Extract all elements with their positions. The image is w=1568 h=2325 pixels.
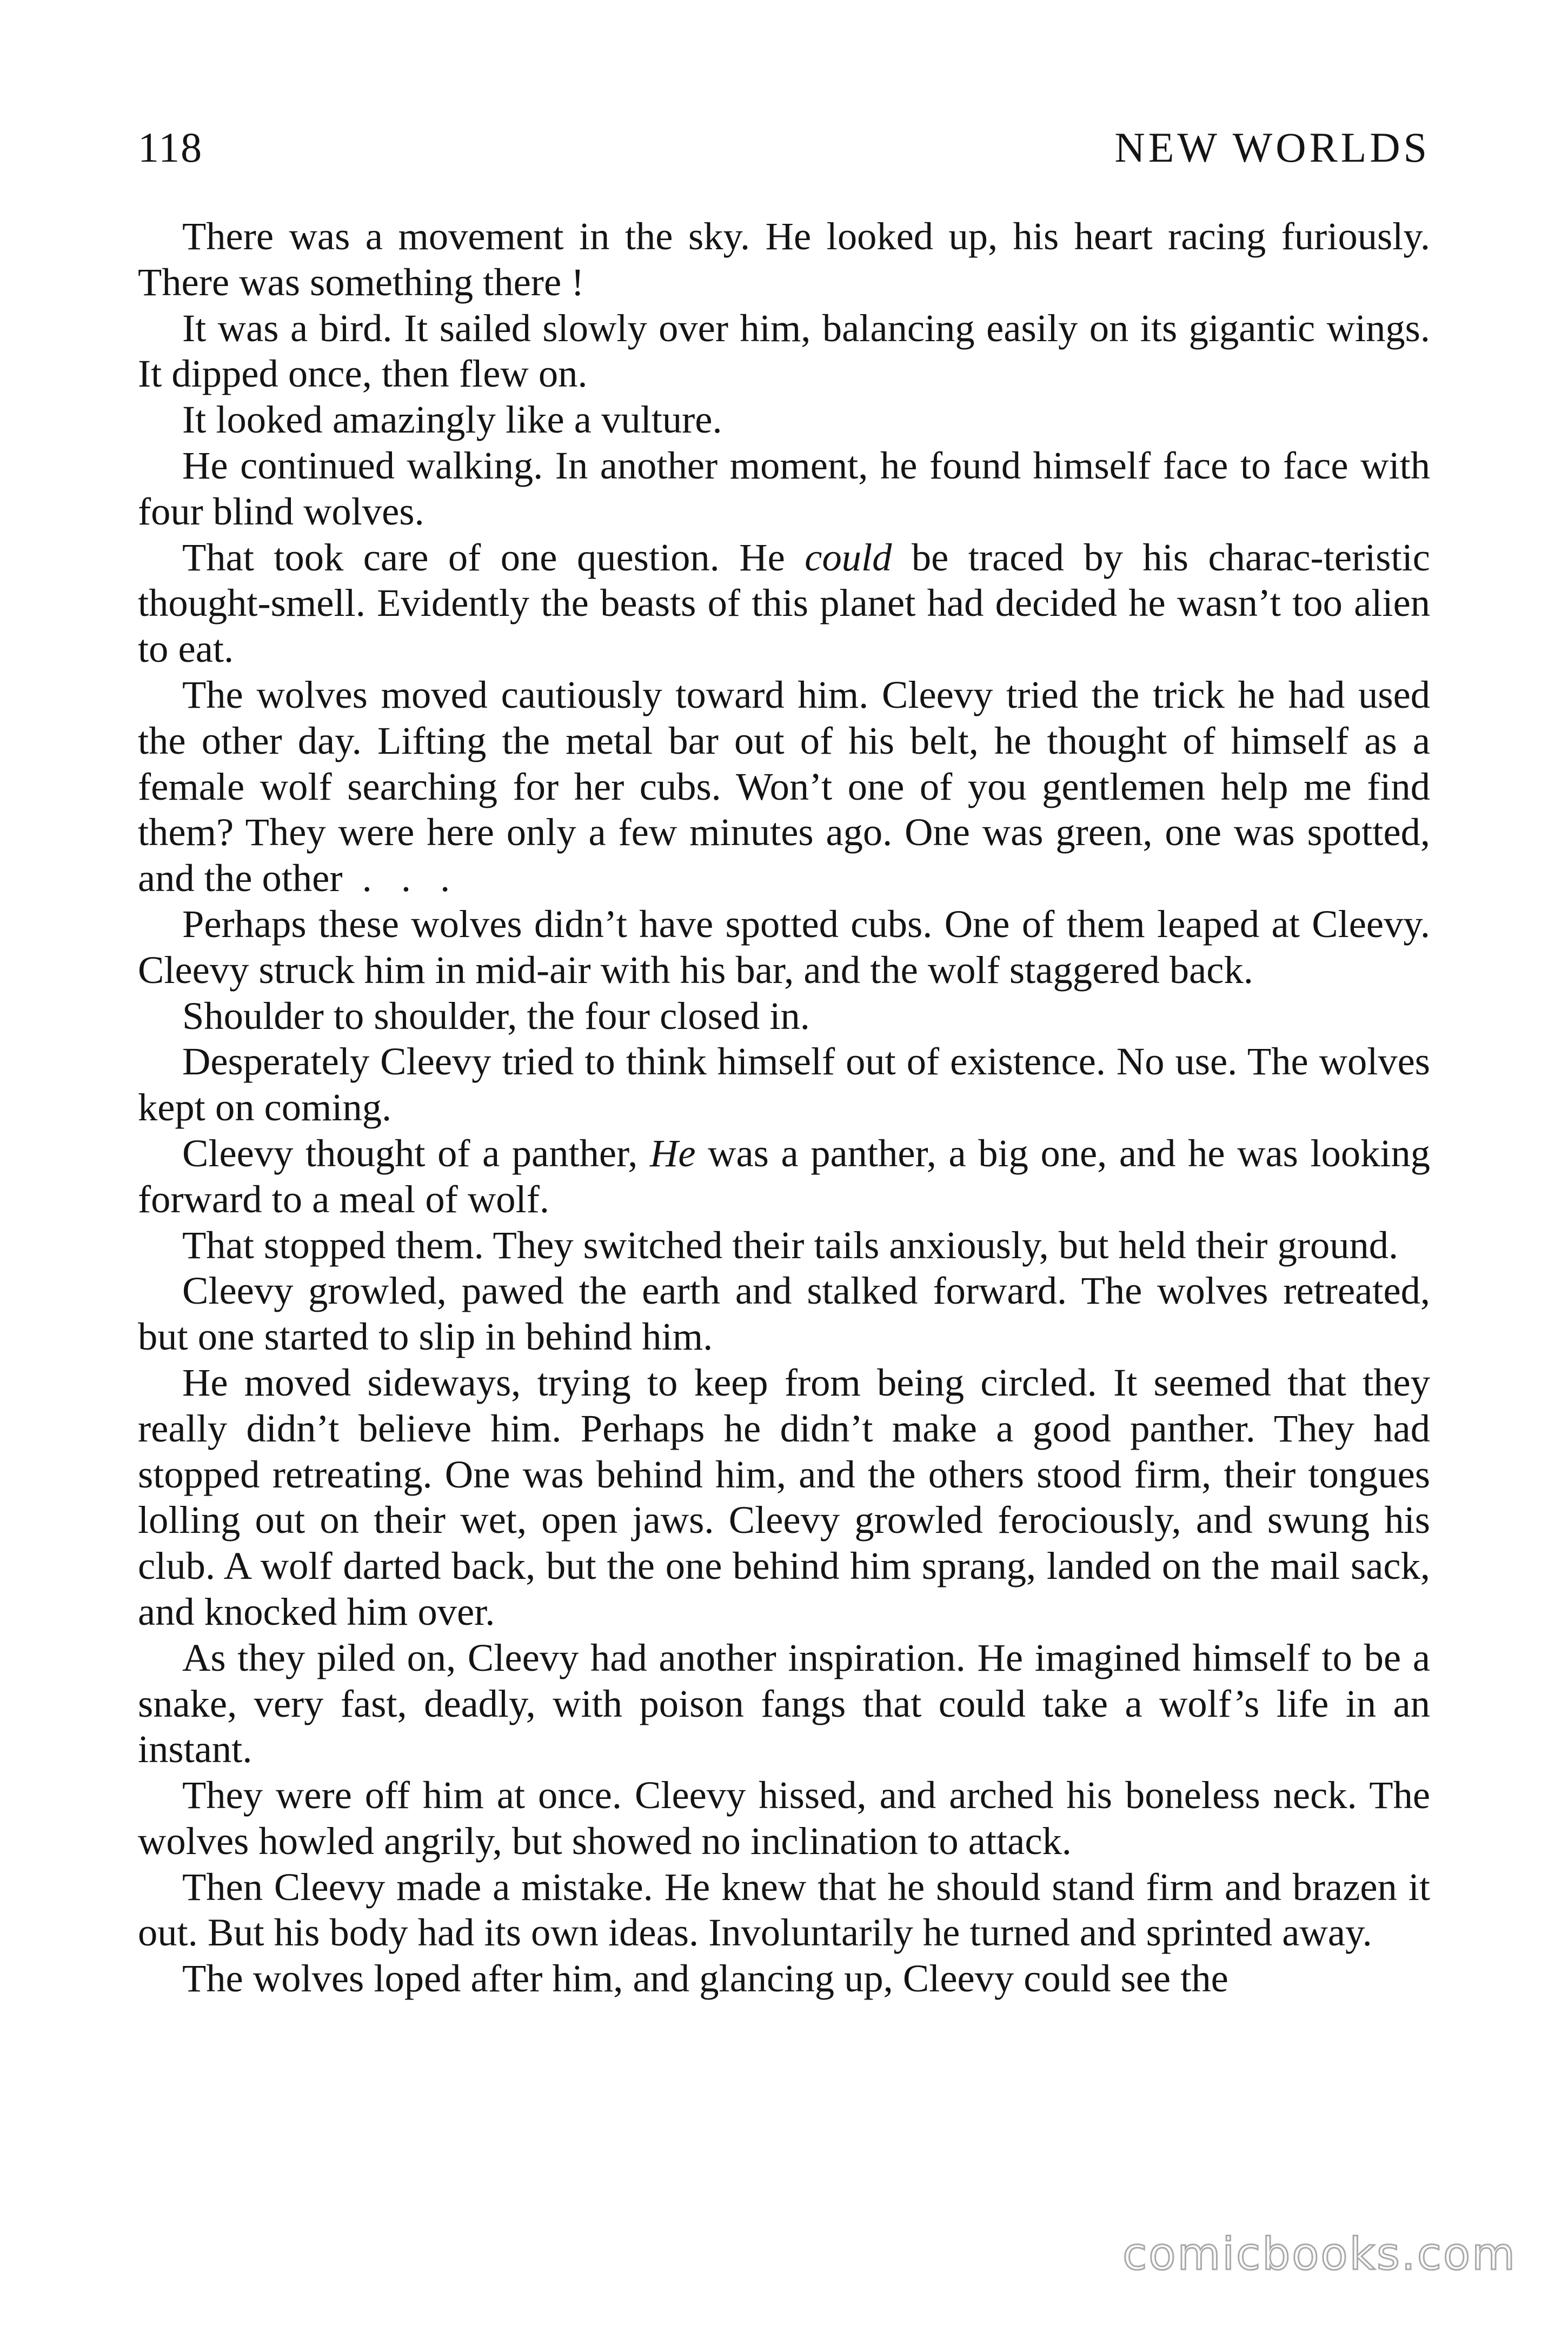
paragraph: That took care of one question. He could be traced by his charac-teristic thought-smell. Evidently the beasts of this planet had decided he wasn’t too alien to eat.: [138, 535, 1430, 671]
paragraph: It was a bird. It sailed slowly over him, balancing easily on its gigantic wings. It dipped once, then flew on.: [138, 305, 1430, 396]
paragraph: It looked amazingly like a vulture.: [182, 397, 722, 442]
paragraph: He moved sideways, trying to keep from being circled. It seemed that they really didn’t believe him. Perhaps he didn’t make a good panther. They had stopped retreating. One was behind him, and the others stood firm, their tongues lolling out on their wet, open jaws. Cleevy growled ferociously, and swung his club. A wolf darted back, but the one behind him sprang, landed on the mail sack, and knocked him over.: [138, 1360, 1430, 1633]
emphasis: He: [650, 1131, 696, 1175]
running-head: NEW WORLDS: [1114, 124, 1430, 171]
paragraph: Perhaps these wolves didn’t have spotted cubs. One of them leaped at Cleevy. Cleevy struck him in mid-air with his bar, and the wolf staggered back.: [138, 901, 1430, 992]
body-text: [138, 214, 1430, 2002]
ellipsis: . . .: [342, 856, 460, 900]
paragraph: There was a movement in the sky. He looked up, his heart racing furiously. There was something there !: [138, 214, 1430, 304]
paragraph: The wolves moved cautiously toward him. Cleevy tried the trick he had used the other day. Lifting the metal bar out of his belt, he thought of himself as a female wolf searching for her cubs. Won’t one of you gentlemen help me find them? They were here only a few minutes ago. One was green, one was spotted, and the other . . .: [138, 672, 1430, 900]
paragraph: Cleevy thought of a panther, He was a panther, a big one, and he was looking forward to a meal of wolf.: [138, 1131, 1430, 1221]
paragraph: Then Cleevy made a mistake. He knew that he should stand firm and brazen it out. But his body had its own ideas. Involuntarily he turned and sprinted away.: [138, 1864, 1430, 1955]
page-header: [138, 123, 1430, 172]
paragraph: They were off him at once. Cleevy hissed, and arched his boneless neck. The wolves howled angrily, but showed no inclination to attack.: [138, 1773, 1430, 1863]
paragraph: He continued walking. In another moment, he found himself face to face with four blind wolves.: [138, 443, 1430, 533]
paragraph: Desperately Cleevy tried to think himself out of existence. No use. The wolves kept on coming.: [138, 1039, 1430, 1130]
paragraph: That stopped them. They switched their tails anxiously, but held their ground.: [182, 1223, 1399, 1267]
paragraph: Cleevy growled, pawed the earth and stalked forward. The wolves retreated, but one started to slip in behind him.: [138, 1268, 1430, 1359]
watermark: comicbooks.com: [1122, 2229, 1517, 2280]
page-number: 118: [138, 124, 203, 171]
emphasis: could: [805, 535, 892, 579]
paragraph: The wolves loped after him, and glancing up, Cleevy could see the: [182, 1956, 1228, 2001]
paragraph: Shoulder to shoulder, the four closed in.: [182, 993, 810, 1038]
paragraph: As they piled on, Cleevy had another inspiration. He imagined himself to be a snake, very fast, deadly, with poison fangs that could take a wolf’s life in an instant.: [138, 1635, 1430, 1771]
